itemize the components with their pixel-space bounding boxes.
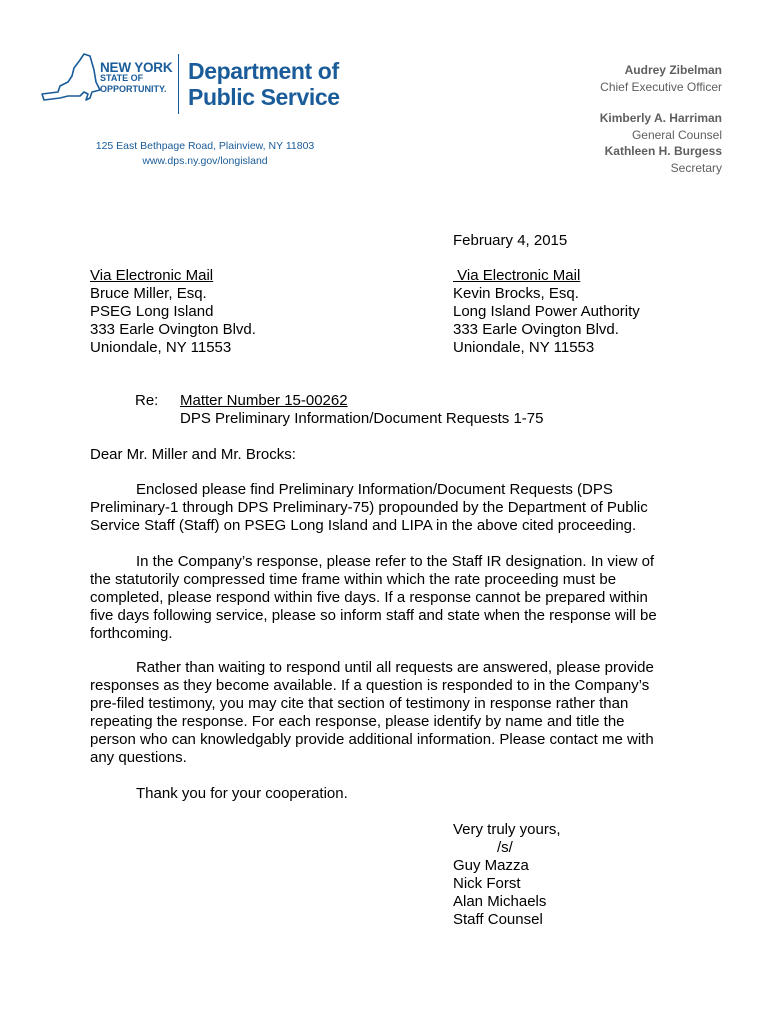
recipient-left (90, 267, 256, 357)
re-description: DPS Preliminary Information/Document Requests 1-75 (180, 410, 544, 427)
letterhead-logo (40, 52, 340, 118)
logo-divider (178, 54, 179, 114)
signer-title: Staff Counsel (453, 911, 543, 928)
re-label: Re: (135, 392, 159, 409)
body-paragraph: Thank you for your cooperation. (136, 785, 348, 802)
officer-name: Kimberly A. Harriman (599, 111, 722, 125)
body-paragraph: Enclosed please find Preliminary Information/Document Requests (DPS Preliminary-1 through DPS Preliminary-75) propounded by the Department of Public Service Staff (Staff) on PSEG Long Island and LIPA in the above cited proceeding. (90, 481, 648, 534)
signer-name: Alan Michaels (453, 893, 547, 910)
closing-phrase: Very truly yours, (453, 821, 561, 838)
recipient-city: Uniondale, NY 11553 (453, 339, 595, 356)
recipient-org: Long Island Power Authority (453, 303, 640, 320)
recipient-name: Bruce Miller, Esq. (90, 285, 207, 302)
brand-line1: NEW YORK (100, 60, 173, 75)
officer-name: Kathleen H. Burgess (604, 144, 722, 158)
dept-line2: Public Service (188, 84, 340, 110)
letterhead-address (70, 139, 340, 169)
recipient-city: Uniondale, NY 11553 (90, 339, 232, 356)
dept-line1: Department of (188, 58, 339, 84)
brand-line2: STATE OF (100, 73, 144, 83)
recipient-org: PSEG Long Island (90, 303, 214, 320)
recipient-street: 333 Earle Ovington Blvd. (90, 321, 256, 338)
brand-wordmark (100, 62, 172, 95)
recipient-street: 333 Earle Ovington Blvd. (453, 321, 619, 338)
new-york-state-map-icon (40, 52, 102, 104)
recipient-name: Kevin Brocks, Esq. (453, 285, 579, 302)
officer-name: Audrey Zibelman (624, 63, 722, 77)
recipient-right (453, 267, 640, 357)
letter-date: February 4, 2015 (453, 232, 568, 249)
closing-block (453, 821, 561, 929)
officer-title: Secretary (670, 160, 722, 175)
delivery-method: Via Electronic Mail (453, 267, 581, 284)
signer-name: Guy Mazza (453, 857, 529, 874)
re-subject (180, 392, 544, 428)
body-paragraph: In the Company’s response, please refer to the Staff IR designation. In view of the statutorily compressed time frame within which the rate proceeding must be completed, please respond within five days. If a response cannot be prepared within five days following service, please so inform staff and state when the response will be forthcoming. (90, 553, 657, 642)
signer-name: Nick Forst (453, 875, 521, 892)
department-name (188, 58, 340, 110)
salutation: Dear Mr. Miller and Mr. Brocks: (90, 446, 296, 463)
delivery-method: Via Electronic Mail (90, 267, 214, 284)
officer-title: Chief Executive Officer (600, 79, 722, 94)
website-link[interactable]: www.dps.ny.gov/longisland (142, 155, 268, 167)
officer-title: General Counsel (631, 127, 722, 142)
address-line: 125 East Bethpage Road, Plainview, NY 11803 (95, 140, 315, 152)
brand-line3: OPPORTUNITY. (100, 84, 167, 94)
officers-block (462, 62, 722, 176)
signature: /s/ (497, 839, 513, 856)
body-paragraph: Rather than waiting to respond until all requests are answered, please provide responses as they become available. If a question is responded to in the Company’s pre-filed testimony, you may cite that section of testimony in response rather than repeating the response. For each response, please identify by name and title the person who can knowledgably provide additional information. Please contact me with any questions. (90, 659, 654, 766)
matter-number: Matter Number 15-00262 (180, 392, 348, 409)
